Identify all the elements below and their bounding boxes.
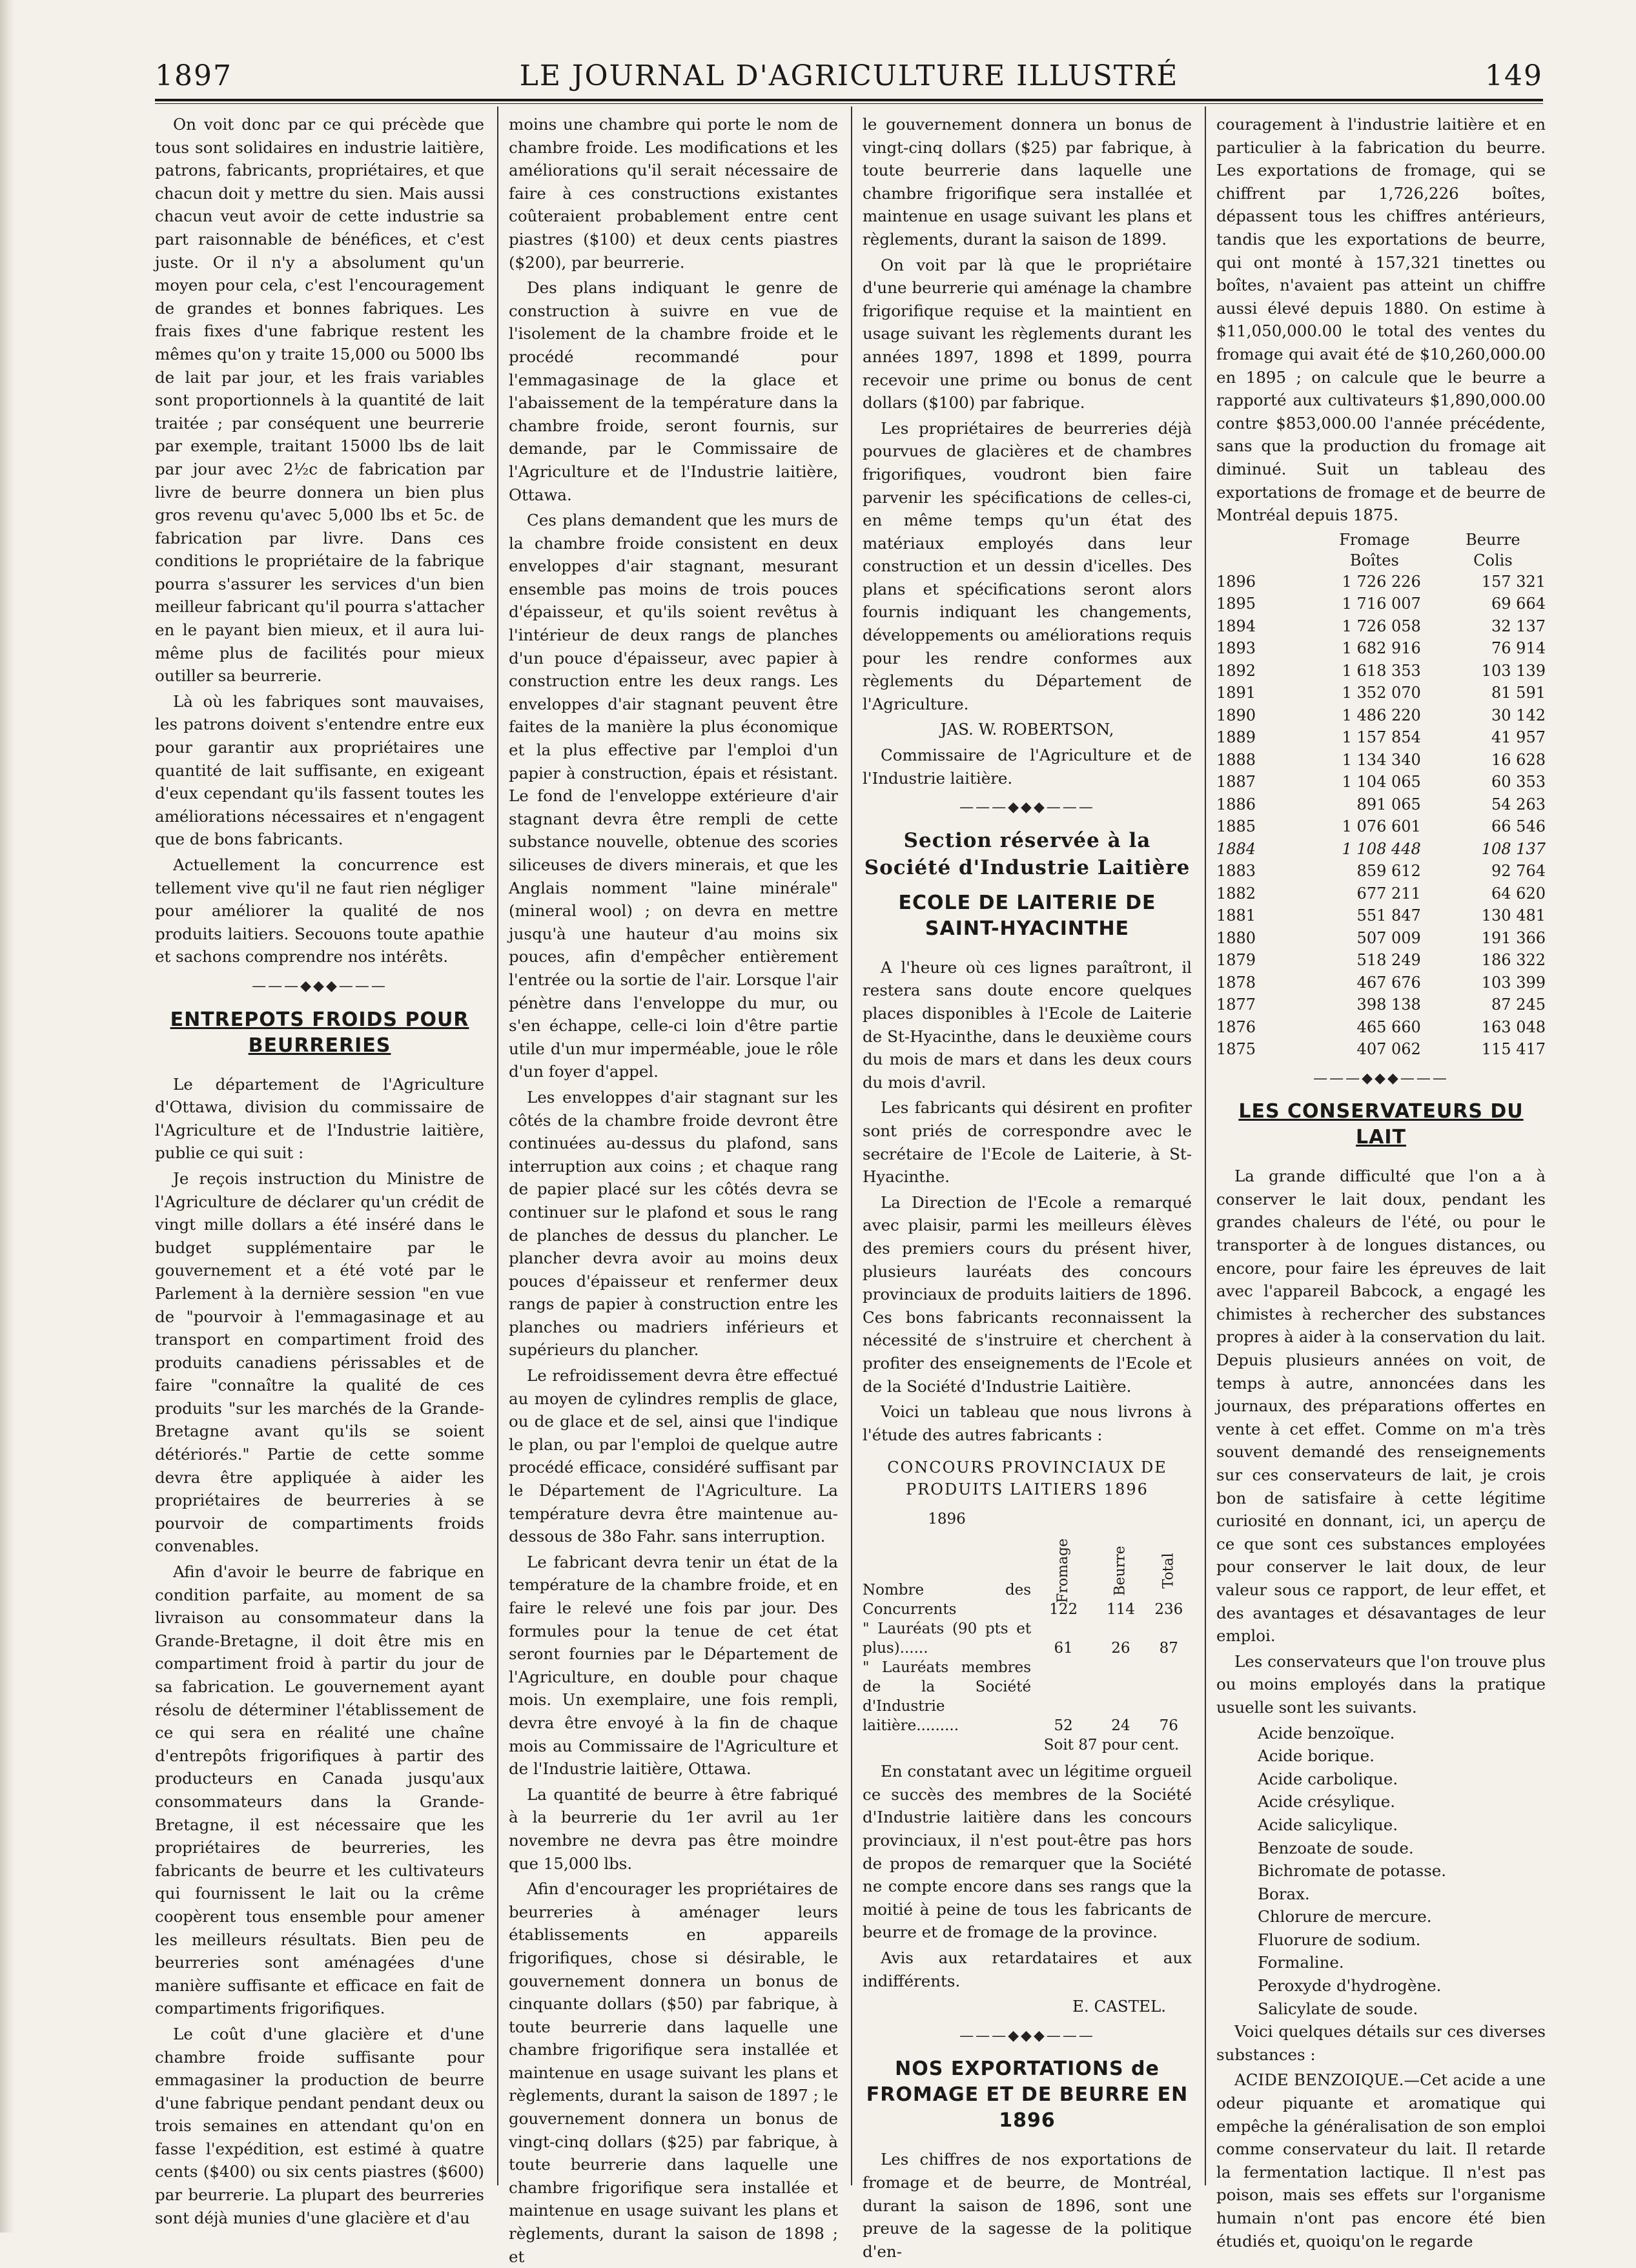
- list-item: Fluorure de sodium.: [1258, 1930, 1421, 1949]
- table-row: [1216, 771, 1546, 793]
- column-rule: [851, 107, 852, 2185]
- exports-table-body: [1216, 571, 1546, 1061]
- paragraph: Les chiffres de nos exportations de fromage et de beurre, de Montréal, durant la saison de 1896, sont une preuve de la sagesse de la politique d'en-: [863, 2150, 1192, 2261]
- paragraph: Les fabricants qui désirent en profiter sont priés de correspondre avec le secrétaire de l'Ecole de Laiterie, à St-Hyacinthe.: [863, 1098, 1192, 1187]
- cell-beurre: 92 764: [1491, 862, 1546, 881]
- table-row: [1216, 838, 1546, 861]
- cell-beurre: 16 628: [1491, 750, 1546, 769]
- cell-fromage: 1 726 058: [1342, 617, 1421, 635]
- cell-beurre: 69 664: [1491, 595, 1546, 613]
- cell-year: 1891: [1216, 684, 1256, 702]
- table-row: [1216, 704, 1546, 727]
- table-row: [1216, 994, 1546, 1016]
- column-1: [155, 113, 484, 2227]
- list-item: Acide benzoïque.: [1258, 1723, 1395, 1742]
- cell-beurre: 30 142: [1491, 706, 1546, 724]
- paragraph: La quantité de beurre à être fabriqué à la beurrerie du 1er avril au 1er novembre ne devra pas être moindre que 15,000 lbs.: [509, 1784, 838, 1873]
- cell-year: 1887: [1216, 773, 1256, 792]
- column-header: Fromage: [1055, 1538, 1072, 1604]
- list-item: Peroxyde d'hydrogène.: [1258, 1976, 1442, 1996]
- cell-year: 1879: [1216, 951, 1256, 970]
- list-item: Formaline.: [1258, 1953, 1344, 1972]
- ornament-divider: ———◆◆◆———: [959, 2027, 1095, 2044]
- cell-beurre: 186 322: [1481, 951, 1546, 970]
- cell-year: 1883: [1216, 862, 1256, 881]
- page-number: 149: [1485, 59, 1543, 92]
- signature-title: Commissaire de l'Agriculture et de l'Industrie laitière.: [863, 746, 1192, 788]
- list-item: Acide crésylique.: [1258, 1792, 1395, 1812]
- cell-beurre: 163 048: [1481, 1017, 1546, 1036]
- cell-beurre: 130 481: [1481, 906, 1546, 925]
- paragraph: couragement à l'industrie laitière et en particulier à la fabrication du beurre. Les exportations de fromage, qui se chiffrent par 1,726,226 boîtes, dépassent tous les chiffres antérieurs, tandis que les exportations de beurre, qui ont monté à 157,321 tinettes ou boîtes, n'avaient pas atteint un chiffre aussi élevé depuis 1880. On estime à $11,050,000.00 le total des ventes du fromage qui avait été de $10,260,000.00 en 1895 ; on calcule que le beurre a rapporté aux cultivateurs $1,890,000.00 contre $853,000.00 l'année précédente, sans que la production du fromage ait diminué. Suit un tableau des exportations de fromage et de beurre de Montréal depuis 1875.: [1216, 115, 1546, 525]
- cell-fromage: 677 211: [1356, 884, 1421, 903]
- paragraph: Des plans indiquant le genre de construction à suivre en vue de l'isolement de la chambre froide et le procédé recommandé pour l'emmagasinage de la glace et l'abaissement de la température dans la chambre froide, seront fournis, sur demande, par le Commissaire de l'Agriculture et de l'Industrie laitière, Ottawa.: [509, 278, 838, 504]
- paragraph: La grande difficulté que l'on a à conserver le lait doux, pendant les grandes chaleurs de l'été, ou pour le transporter à de longues distances, ou encore, pour faire les épreuves de lait avec l'appareil Babcock, a engagé les chimistes à rechercher des substances propres à aider à la conservation du lait. Depuis plusieurs années on voit, de temps à autre, annoncées dans les journaux, des préparations offertes en vente à cet effet. Comme on m'a très souvent demandé des renseignements sur ces conservateurs de lait, je crois bon de satisfaire à cette légitime curiosité en donnant, ici, un aperçu de ce que sont ces substances employées pour conserver le lait doux, de leur valeur sous ce rapport, de leur effet, et des avantages et désavantages de leur emploi.: [1216, 1167, 1546, 1646]
- paragraph: Les enveloppes d'air stagnant sur les côtés de la chambre froide devront être continuées au-dessus du plafond, sans interruption aux coins ; et chaque rang de papier placé sur les côtés devra se continuer sur le plafond et sous le rang de planches de dessus du plancher. Le plancher devra avoir au moins deux pouces d'épaisseur et renfermer deux rangs de papier à construction entre les planches ou madriers inférieurs et supérieurs du plancher.: [509, 1087, 838, 1360]
- paragraph: le gouvernement donnera un bonus de vingt-cinq dollars ($25) par fabrique, à toute beurrerie dans laquelle une chambre frigorifique sera installée et maintenue en usage suivant les plans et règlements, durant la saison de 1899.: [863, 115, 1192, 249]
- table-row: [1216, 815, 1546, 838]
- table-title: CONCOURS PROVINCIAUX DE PRODUITS LAITIERS 1896: [887, 1458, 1167, 1499]
- table-row: [1216, 972, 1546, 994]
- list-item: Borax.: [1258, 1884, 1310, 1903]
- cell-fromage: 122: [1049, 1601, 1078, 1619]
- cell-total: 76: [1159, 1717, 1178, 1735]
- table-row: [1216, 904, 1546, 927]
- cell-beurre: 24: [1111, 1717, 1130, 1735]
- paragraph: Le département de l'Agriculture d'Ottawa, division du commissaire de l'Agriculture et de l'Industrie laitière, publie ce qui suit :: [155, 1074, 484, 1163]
- cell-fromage: 551 847: [1356, 906, 1421, 925]
- cell-beurre: 115 417: [1481, 1040, 1546, 1059]
- column-subheader-colis: Colis: [1473, 551, 1513, 569]
- paragraph: A l'heure où ces lignes paraîtront, il restera sans doute encore quelques places disponibles à l'Ecole de Laiterie de St-Hyacinthe, dans le deuxième cours du mois de mars et dans les deux cours du mois d'avril.: [863, 957, 1192, 1092]
- table-header-row: [1216, 529, 1546, 571]
- cell-year: 1889: [1216, 728, 1256, 747]
- cell-beurre: 191 366: [1481, 928, 1546, 947]
- cell-total: 87: [1159, 1640, 1178, 1657]
- cell-beurre: 114: [1106, 1601, 1135, 1619]
- cell-year: 1892: [1216, 661, 1256, 680]
- column-4: [1216, 113, 1546, 2251]
- row-label: Nombre des Concurrents: [863, 1582, 1032, 1619]
- table-header-row: [863, 1509, 1192, 1580]
- cell-beurre: 66 546: [1491, 817, 1546, 836]
- cell-fromage: 1 157 854: [1342, 728, 1421, 747]
- column-rule: [497, 107, 498, 2185]
- header-rule-thick: [155, 99, 1543, 101]
- cell-fromage: 465 660: [1356, 1017, 1421, 1036]
- cell-fromage: 1 108 448: [1342, 839, 1421, 858]
- cell-year: 1896: [1216, 572, 1256, 591]
- cell-fromage: 507 009: [1356, 928, 1421, 947]
- cell-beurre: 103 399: [1481, 973, 1546, 992]
- signature: E. CASTEL.: [1072, 1997, 1166, 2016]
- concours-table: [863, 1509, 1192, 1755]
- table-row: [1216, 615, 1546, 638]
- cell-fromage: 61: [1054, 1640, 1073, 1657]
- list-item: Salicylate de soude.: [1258, 1999, 1418, 2018]
- scan-binding-edge: [0, 0, 14, 2232]
- paragraph: Ces plans demandent que les murs de la chambre froide consistent en deux enveloppes d'air stagnant, mesurant ensemble pas moins de trois pouces d'épaisseur, et qu'ils soient revêtus à l'intérieur de deux rangs de planches d'un pouce d'épaisseur, avec papier à construction entre les deux rangs. Les enveloppes d'air stagnant peuvent être faites de la manière la plus économique et la plus effective par l'emploi d'un papier à construction, épais et résistant. Le fond de l'enveloppe extérieure d'air stagnant devra être rempli de cette substance nouvelle, obtenue des scories siliceuses de divers minerais, et que les Anglais nomment "laine minérale" (mineral wool) ; on devra en mettre jusqu'à une hauteur d'au moins six pouces, afin d'empêcher entièrement l'entrée ou la sortie de l'air. Lorsque l'air pénètre dans l'enveloppe du mur, ou s'en échappe, celle-ci loin d'être partie utile d'un mur imperméable, joue le rôle d'un foyer d'appel.: [509, 511, 838, 1081]
- ornament-divider: ———◆◆◆———: [1313, 1070, 1449, 1087]
- cell-fromage: 859 612: [1356, 862, 1421, 881]
- cell-year: 1882: [1216, 884, 1256, 903]
- cell-year: 1890: [1216, 706, 1256, 724]
- column-2: [509, 113, 838, 2266]
- cell-beurre: 157 321: [1481, 572, 1546, 591]
- cell-fromage: 1 486 220: [1342, 706, 1421, 724]
- list-item: Acide carbolique.: [1258, 1769, 1398, 1788]
- paragraph: La Direction de l'Ecole a remarqué avec plaisir, parmi les meilleurs élèves des premiers cours du présent hiver, plusieurs lauréats des concours provinciaux de produits laitiers de 1896. Ces bons fabricants reconnaissent la nécessité de s'instruire et cherchent à profiter des enseignements de l'Ecole et de la Société d'Industrie Laitière.: [863, 1192, 1192, 1396]
- cell-year: 1886: [1216, 795, 1256, 813]
- cell-fromage: 398 138: [1356, 996, 1421, 1014]
- section-heading: Section réservée à la Société d'Industrie Laitière: [864, 828, 1191, 879]
- table-row: [1216, 682, 1546, 704]
- signature: JAS. W. ROBERTSON,: [940, 720, 1114, 739]
- cell-year: 1881: [1216, 906, 1256, 925]
- cell-beurre: 108 137: [1481, 839, 1546, 858]
- cell-fromage: 1 726 226: [1342, 572, 1421, 591]
- table-row: [1216, 949, 1546, 972]
- cell-year: 1875: [1216, 1040, 1256, 1059]
- cell-year: 1888: [1216, 750, 1256, 769]
- cell-beurre: 60 353: [1491, 773, 1546, 792]
- list-item: Acide borique.: [1258, 1746, 1375, 1766]
- cell-fromage: 52: [1054, 1717, 1073, 1735]
- header-rule-thin: [155, 103, 1543, 104]
- paragraph: moins une chambre qui porte le nom de chambre froide. Les modifications et les améliorations qu'il serait nécessaire de faire à ces constructions existantes coûteraient probablement entre cent piastres ($100) et deux cents piastres ($200), par beurrerie.: [509, 115, 838, 272]
- table-row: [863, 1735, 1192, 1755]
- paragraph: On voit par là que le propriétaire d'une beurrerie qui aménage la chambre frigorifique requise et la maintient en usage suivant les règlements durant les années 1897, 1898 et 1899, pourra recevoir une prime ou bonus de cent dollars ($100) par fabrique.: [863, 255, 1192, 413]
- cell-year: 1876: [1216, 1017, 1256, 1036]
- cell-fromage: 407 062: [1356, 1040, 1421, 1059]
- header-year: 1897: [155, 59, 232, 92]
- list-item: Benzoate de soude.: [1258, 1838, 1414, 1857]
- row-label: " Lauréats membres de la Société d'Industrie laitière.........: [863, 1659, 1032, 1735]
- list-item: Bichromate de potasse.: [1258, 1861, 1447, 1881]
- column-subheader-boites: Boîtes: [1349, 551, 1399, 569]
- cell-fromage: 1 682 916: [1342, 639, 1421, 658]
- column-3: [863, 113, 1192, 2261]
- table-row: [1216, 883, 1546, 905]
- column-rule: [1205, 107, 1206, 2185]
- ornament-divider: ———◆◆◆———: [959, 799, 1095, 816]
- table-row: [1216, 860, 1546, 883]
- table-row: [1216, 749, 1546, 771]
- table-row: [863, 1619, 1192, 1658]
- table-row: [1216, 726, 1546, 749]
- column-header: Beurre: [1112, 1546, 1129, 1596]
- cell-beurre: 54 263: [1491, 795, 1546, 813]
- page-header: [155, 59, 1543, 98]
- article-heading: LES CONSERVATEURS DU LAIT: [1238, 1100, 1524, 1149]
- table-year-cell: 1896: [928, 1511, 966, 1528]
- paragraph: Là où les fabriques sont mauvaises, les patrons doivent s'entendre entre eux pour garantir aux propriétaires une quantité de lait suffisante, en exigeant d'eux cependant qu'ils fassent toutes les améliorations nécessaires et n'engagent que de bons fabricants.: [155, 691, 484, 849]
- paragraph: Je reçois instruction du Ministre de l'Agriculture de déclarer qu'un crédit de vingt mille dollars a été inséré dans le budget supplémentaire par le gouvernement et a été voté par le Parlement à la dernière session "en vue de "pourvoir à l'emmagasinage et au transport en compartiment froid des produits canadiens périssables et de faire "connaître la qualité de ces produits "sur les marchés de la Grande-Bretagne avant qu'ils se soient détériorés." Partie de cette somme devra être appliquée à aider les propriétaires de beurreries à se pourvoir de compartiments froids convenables.: [155, 1169, 484, 1556]
- table-row: [1216, 927, 1546, 950]
- journal-title: LE JOURNAL D'AGRICULTURE ILLUSTRÉ: [519, 59, 1179, 92]
- article-heading: ECOLE DE LAITERIE DE SAINT-HYACINTHE: [898, 891, 1156, 940]
- table-row: [1216, 1038, 1546, 1061]
- table-row: [863, 1658, 1192, 1735]
- cell-fromage: 1 134 340: [1342, 750, 1421, 769]
- cell-beurre: 41 957: [1491, 728, 1546, 747]
- list-item: Acide salicylique.: [1258, 1815, 1398, 1834]
- paragraph: Actuellement la concurrence est tellement vive qu'il ne faut rien négliger pour améliorer la qualité de nos produits laitiers. Secouons toute apathie et sachons comprendre nos intérêts.: [155, 855, 484, 966]
- article-heading: ENTREPOTS FROIDS POUR BEURRERIES: [170, 1008, 469, 1057]
- paragraph: Afin d'avoir le beurre de fabrique en condition parfaite, au moment de sa livraison au consommateur dans la Grande-Bretagne, il doit être mis en compartiment froid à partir du jour de sa fabrication. Le gouvernement ayant résolu de déterminer l'établissement de ce qui sera en réalité une chaîne d'entrepôts frigorifiques à partir des producteurs en Canada jusqu'aux consommateurs dans la Grande-Bretagne, il est nécessaire que les propriétaires de beurreries, les fabricants de beurre et les cultivateurs qui fournissent le lait ou la crême coopèrent tous ensemble pour amener les meilleurs résultats. Bien peu de beurreries sont aménagées d'une manière suffisante et efficace en fait de compartiments frigorifiques.: [155, 1562, 484, 2018]
- paragraph: ACIDE BENZOIQUE.—Cet acide a une odeur piquante et aromatique qui empêche la généralisation de son emploi comme conservateur du lait. Il retarde la fermentation lactique. Il n'est pas poison, mais ses effets sur l'organisme humain n'ont pas encore été bien étudiés et, quoiqu'on le regarde: [1216, 2070, 1546, 2251]
- cell-total: 236: [1154, 1601, 1183, 1619]
- cell-year: 1894: [1216, 617, 1256, 635]
- cell-year: 1895: [1216, 595, 1256, 613]
- column-header-beurre: Beurre: [1466, 530, 1520, 549]
- list-item: Chlorure de mercure.: [1258, 1907, 1432, 1926]
- table-row: [1216, 593, 1546, 615]
- paragraph: Le coût d'une glacière et d'une chambre froide suffisante pour emmagasiner la production de beurre d'une fabrique pendant pendant deux ou trois semaines en attendant qu'on en fasse l'expédition, est estimé à quatre cents ($400) ou six cents piastres ($600) par beurrerie. La plupart des beurreries sont déjà munies d'une glacière et d'au: [155, 2024, 484, 2227]
- cell-fromage: 518 249: [1356, 951, 1421, 970]
- ornament-divider: ———◆◆◆———: [252, 977, 387, 994]
- paragraph: Le fabricant devra tenir un état de la température de la chambre froide, et en faire le relevé une fois par jour. Des formules pour la tenue de cet état seront fournies par le Département de l'Agriculture, en double pour chaque mois. Un exemplaire, une fois rempli, devra être envoyé à la fin de chaque mois au Commissaire de l'Agriculture et de l'Industrie laitière, Ottawa.: [509, 1552, 838, 1779]
- table-row: [1216, 571, 1546, 593]
- cell-year: 1885: [1216, 817, 1256, 836]
- cell-beurre: 76 914: [1491, 639, 1546, 658]
- paragraph: Les conservateurs que l'on trouve plus ou moins employés dans la pratique usuelle sont les suivants.: [1216, 1651, 1546, 1717]
- paragraph: En constatant avec un légitime orgueil ce succès des membres de la Société d'Industrie laitière dans les concours provinciaux, il n'est pout-être pas hors de propos de remarquer que la Société ne compte encore dans ses rangs que la moitié à peine de tous les fabricants de beurre et de fromage de la province.: [863, 1762, 1192, 1942]
- table-row: [863, 1580, 1192, 1619]
- paragraph: Les propriétaires de beurreries déjà pourvues de glacières et de chambres frigorifiques, voudront bien faire parvenir les spécifications de celles-ci, en même temps qu'un état des matériaux employés dans leur construction et un dessin d'icelles. Des plans et spécifications seront alors fournis indiquant les changements, développements ou améliorations requis pour les rendre conformes aux règlements du Département de l'Agriculture.: [863, 418, 1192, 713]
- cell-fromage: 1 716 007: [1342, 595, 1421, 613]
- cell-year: 1877: [1216, 996, 1256, 1014]
- cell-fromage: 891 065: [1356, 795, 1421, 813]
- paragraph: Voici quelques détails sur ces diverses substances :: [1216, 2022, 1546, 2064]
- table-row: [1216, 1016, 1546, 1039]
- cell-beurre: 81 591: [1491, 684, 1546, 702]
- exports-table: [1216, 529, 1546, 1061]
- cell-beurre: 32 137: [1491, 617, 1546, 635]
- cell-beurre: 64 620: [1491, 884, 1546, 903]
- column-header-fromage: Fromage: [1339, 530, 1410, 549]
- cell-fromage: 1 618 353: [1342, 661, 1421, 680]
- paragraph: Le refroidissement devra être effectué au moyen de cylindres remplis de glace, ou de glace et de sel, ainsi que l'indique le plan, ou par l'emploi de quelque autre procédé efficace, considéré suffisant par le Département de l'Agriculture. La température devra être maintenue au-dessous de 38o Fahr. sans interruption.: [509, 1366, 838, 1546]
- paragraph: Afin d'encourager les propriétaires de beurreries à aménager leurs établissements en appareils frigorifiques, chose si désirable, le gouvernement donnera un bonus de cinquante dollars ($50) par fabrique, à toute beurrerie dans laquelle une chambre frigorifique sera installée et maintenue en usage suivant les plans et règlements, durant la saison de 1897 ; le gouvernement donnera un bonus de vingt-cinq dollars ($25) par fabrique, à toute beurrerie dans laquelle une chambre frigorifique sera installée et maintenue en usage suivant les plans et règlements, durant la saison de 1898 ; et: [509, 1879, 838, 2266]
- row-label: " Lauréats (90 pts et plus)......: [863, 1620, 1032, 1657]
- cell-year: 1880: [1216, 928, 1256, 947]
- cell-year: 1878: [1216, 973, 1256, 992]
- table-note: Soit 87 pour cent.: [1043, 1737, 1180, 1754]
- cell-fromage: 467 676: [1356, 973, 1421, 992]
- cell-fromage: 1 104 065: [1342, 773, 1421, 792]
- column-header: Total: [1160, 1553, 1177, 1589]
- table-row: [1216, 660, 1546, 682]
- table-row: [1216, 793, 1546, 816]
- cell-beurre: 103 139: [1481, 661, 1546, 680]
- cell-beurre: 87 245: [1491, 996, 1546, 1014]
- paragraph: On voit donc par ce qui précède que tous sont solidaires en industrie laitière, patrons, fabricants, propriétaires, et que chacun doit y mettre du sien. Mais aussi chacun veut avoir de cette industrie sa part raisonnable de bénéfices, et c'est juste. Or il n'y a absolument qu'un moyen pour cela, c'est l'encouragement de grandes et bonnes fabriques. Les frais fixes d'une fabrique restent les mêmes qu'on y traite 15,000 ou 5000 lbs de lait par jour, et les frais variables sont proportionnels à la quantité de lait traitée ; par conséquent une beurrerie par exemple, traitant 15000 lbs de lait par jour avec 2½c de fabrication par livre de beurre donnera un bien plus gros revenu qu'avec 5,000 lbs et 5c. de fabrication par livre. Dans ces conditions le propriétaire de la fabrique pourra s'assurer les services d'un bien meilleur fabricant qu'il pourra s'attacher en le payant bien mieux, et il aura lui-même plus de facilités pour mieux outiller sa beurrerie.: [155, 115, 484, 686]
- cell-year: 1884: [1216, 839, 1256, 858]
- article-heading: NOS EXPORTATIONS de FROMAGE ET DE BEURRE EN 1896: [866, 2058, 1189, 2132]
- paragraph: Avis aux retardataires et aux indifférents.: [863, 1948, 1192, 1990]
- paragraph: Voici un tableau que nous livrons à l'étude des autres fabricants :: [863, 1402, 1192, 1444]
- cell-beurre: 26: [1111, 1640, 1130, 1657]
- table-row: [1216, 637, 1546, 660]
- cell-fromage: 1 076 601: [1342, 817, 1421, 836]
- cell-year: 1893: [1216, 639, 1256, 658]
- conservateurs-list: [1216, 1722, 1546, 2021]
- cell-fromage: 1 352 070: [1342, 684, 1421, 702]
